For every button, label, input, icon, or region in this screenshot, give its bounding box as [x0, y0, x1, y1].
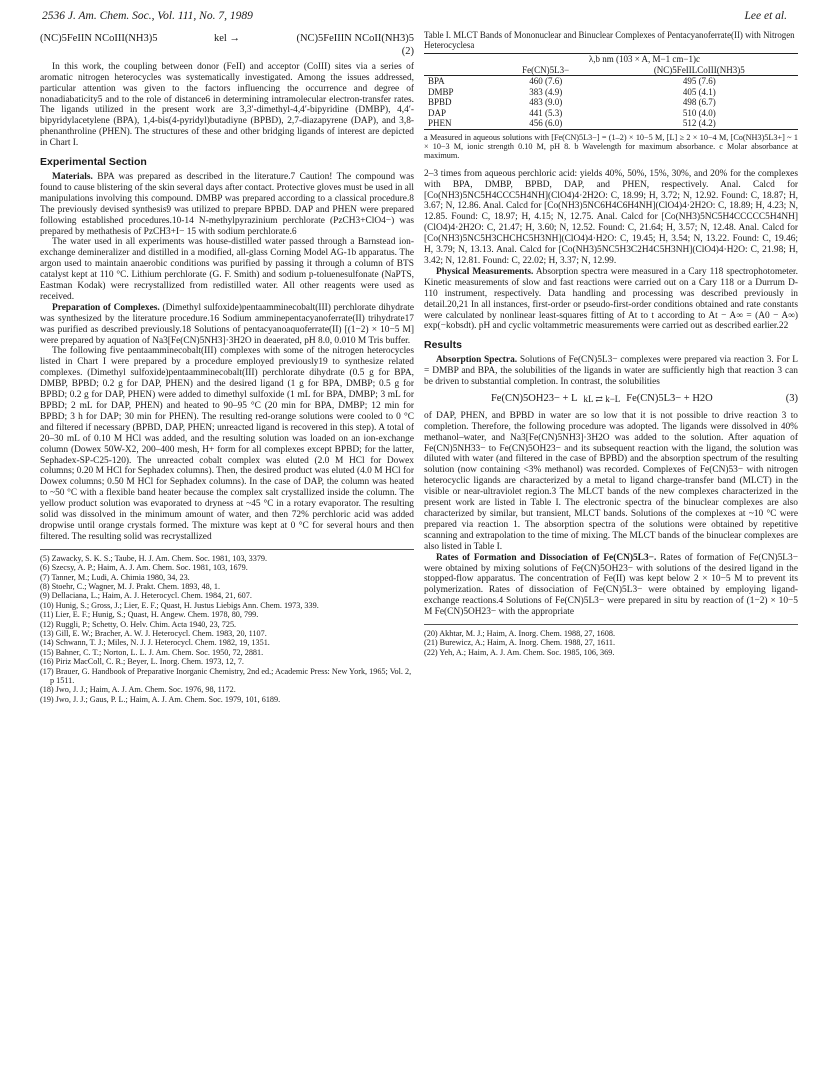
table-ligand-header: [424, 65, 491, 76]
experimental-section-title: Experimental Section: [40, 156, 147, 169]
table-cell-bi: 510 (4.0): [682, 107, 716, 118]
reference-item: (20) Akhtar, M. J.; Haim, A. Inorg. Chem. 1988, 27, 1608.: [424, 629, 616, 639]
table-cell-ligand: BPBD: [428, 97, 452, 107]
reference-item: (9) Dellaciana, L.; Haim, A. J. Heterocycl. Chem. 1984, 21, 607.: [40, 591, 252, 601]
reference-item: (10) Hunig, S.; Gross, J.; Lier, E. F.; Quast, H. Justus Liebigs Ann. Chem. 1973, 339.: [40, 600, 319, 610]
reference-item: (17) Brauer, G. Handbook of Preparative Inorganic Chemistry, 2nd ed.; Academic Press: New York, 1965; Vol. 2, p 1511.: [40, 666, 412, 686]
preparation-text: (Dimethyl sulfoxide)pentaamminecobalt(III) perchlorate dihydrate was synthesized by the literature procedure.16 Sodium amminepentacyanoferrate(II) trihydrate17 was purified as described previously.18 Solutions of pentacyanoaquoferrate(II) [(1−2) × 10−5 M] were prepared by aquation of Na3[Fe(CN)5NH3]·3H2O in deaerated, pH 8.0, 0.010 M Tris buffer.: [40, 302, 415, 346]
procedure-paragraph: The following five pentaamminecobalt(III) complexes with some of the nitrogen heterocycles listed in Chart I were prepared by a procedure employed previously19 to synthesize related complexes. (Dimethyl sulfoxide)pentaamminecobalt(III) perchlorate dihydrate (0.5 g for BPA, DMBP, BPBD; 0.2 g for DAP, PHEN) and the desired ligand (1 g for BPA, DMBP; 0.5 g for BPBD; 0.2 g for DAP, PHEN) were added to dimethyl sulfoxide (1 mL for BPA, DMBP; 3 mL for BPBD; 2 mL for DAP, PHEN) and heated to 90–95 °C (20 min for BPA, DMBP; 12 min for BPBD; 3 h for DAP; 30 min for PHEN). The resulting red-orange solutions were cooled to 0 °C and filtered if necessary (BPBD, DAP, PHEN; unreacted ligand is recovered in this step). A total of 20–30 mL of 0.10 M HCl was added, and the resulting solution was loaded on an ion-exchange column (Dowex 50W-X2, 200–400 mesh, H+ form for all complexes except BPBD; for the latter, Sephadex-SP-C25-120). The unreacted cobalt complex was eluted (2.0 M HCl for Dowex columns; 0.20 M HCl for Sephadex columns). Then, the desired product was eluted (4.0 M HCl for Dowex columns; 0.50 M HCl for Sephadex columns). In the case of DAP, the column was heated to ~50 °C with a flexible band heater because the complex salt crystallized inside the column. The yellow product solution was evaporated to dryness at ~45 °C in a rotary evaporator. The resulting solid was dissolved in the minimum amount of water, and then 72% perchloric acid was added dropwise until orange crystals formed. The mixture was kept at 0 °C for several hours and then filtered. The resulting solid was recrystallized: [40, 346, 414, 542]
materials-paragraph: [40, 172, 414, 237]
absorption-text: Solutions of Fe(CN)5L3− complexes were prepared via reaction 3. For L = DMBP and BPA, the solubilities of the ligands in water are sufficiently high that reaction 3 can be driven to substantial completion. In contrast, the solubilities: [424, 355, 798, 388]
reference-item: (12) Ruggli, P.; Schetty, O. Helv. Chim. Acta 1940, 23, 725.: [40, 619, 237, 629]
table-row: [424, 118, 798, 129]
rates-paragraph: [424, 553, 798, 618]
table-cell-bi: 495 (7.6): [682, 76, 716, 86]
table-cell-bi: 498 (6.7): [682, 97, 716, 107]
table-cell-mono: 483 (9.0): [529, 97, 563, 107]
table-footnote: a Measured in aqueous solutions with [Fe(CN)5L3−] = (1–2) × 10−5 M, [L] ≥ 2 × 10−4 M, [Co(NH3)5L3+] ~ 1 × 10−3 M, ionic strength 0.10 M, pH 8. b Wavelength for maximum absorbance. c Molar absorbance at maximum.: [424, 132, 798, 161]
footnote-references-right: [424, 624, 798, 657]
table-cell-ligand: DMBP: [428, 86, 454, 97]
equation-3-left: Fe(CN)5OH23− + L: [490, 392, 578, 404]
reference-item: (22) Yeh, A.; Haim, A. J. Am. Chem. Soc. 1985, 106, 369.: [424, 647, 615, 657]
table-cell-ligand: BPA: [428, 76, 445, 86]
equation-3-number: (3): [785, 392, 798, 404]
table-row: [424, 87, 798, 98]
reference-item: (8) Stoehr, C.; Wagner, M. J. Prakt. Chem. 1893, 48, 1.: [40, 582, 221, 591]
physical-measurements-paragraph: [424, 267, 798, 332]
table-col-bi: (NC)5FeIILCoIII(NH3)5: [653, 64, 745, 75]
equation-3-right: Fe(CN)5L3− + H2O: [626, 392, 713, 404]
preparation-lead: Preparation of Complexes.: [52, 302, 160, 313]
equation-3: [424, 394, 798, 405]
running-header-right: Lee et al.: [744, 10, 787, 22]
table-cell-mono: 460 (7.6): [529, 76, 563, 86]
table-cell-ligand: PHEN: [428, 118, 452, 128]
table-row: [424, 108, 798, 119]
water-paragraph: The water used in all experiments was house-distilled water passed through a Barnstead ion-exchange demineralizer and distilled in a modified, all-glass Corning Model AG-1b apparatus. The argon used to maintain anaerobic conditions was purified by passing it through a column of BTS catalyst kept at 110 °C. Lithium perchlorate (G. F. Smith) and sodium p-toluenesulfonate (NaPTS, Eastman Kodak) were recrystallized from redistilled water. All other reagents were used as received.: [40, 237, 414, 302]
physical-lead: Physical Measurements.: [436, 266, 534, 277]
reference-item: (13) Gill, E. W.; Bracher, A. W. J. Heterocycl. Chem. 1983, 20, 1107.: [40, 629, 267, 639]
equation-2-arrow: kel →: [214, 33, 240, 44]
rates-text: Rates of formation of Fe(CN)5L3− were obtained by mixing solutions of Fe(CN)5OH23− with solutions of the desired ligand in the stopped-flow apparatus. The concentration of Fe(II) was kept below 2 × 10−5 M to prevent its polymerization. Rates of dissociation of Fe(CN)5L3− were obtained by employing ligand-exchange reactions.4 Solutions of Fe(CN)5L3− were prepared in situ by reaction of (1−2) × 10−5 M Fe(CN)5OH23− with the appropriate: [424, 552, 798, 618]
reference-item: (19) Jwo, J. J.; Gaus, P. L.; Haim, A. J. Am. Chem. Soc. 1979, 101, 6189.: [40, 694, 281, 704]
table-row: [424, 76, 798, 87]
right-column: [424, 30, 798, 657]
results-section-title: Results: [424, 339, 462, 352]
intro-paragraph: In this work, the coupling between donor (FeII) and acceptor (CoIII) sites via a series of aromatic nitrogen heterocycles was systematically investigated. Among the issues addressed, particular attention was given to the factors influencing the occurrence and degree of nonadiabaticity5 and to the role of distance6 in determining intramolecular electron-transfer rates. The ligands utilized in the present work are 3,3′-dimethyl-4,4′-bipyridine (DMBP), 4,4′-bipyridylacetylene (BPA), 1,4-bis(4-pyridyl)butadiyne (BPBD), 2,7-diazapyrene (DAP), and 3,8-phenanthroline (PHEN). The structures of these and other bridging ligands of interest are depicted in Chart I.: [40, 61, 414, 149]
equation-2-right: (NC)5FeIIIN NCoII(NH3)5: [296, 33, 414, 44]
absorption-paragraph: [424, 355, 798, 388]
yields-paragraph: 2–3 times from aqueous perchloric acid: yields 40%, 50%, 15%, 30%, and 20% for the complexes with BPA, DMBP, BPBD, DAP, and PHEN, respectively. Anal. Calcd for [Co(NH3)5NC5H4CCC5H4NH](ClO4)4·2H2O: C, 18.99; H, 3.72; N, 12.92. Found: C, 18.87; H, 3.67; N, 12.86. Anal. Calcd for [Co(NH3)5NC6H4C6H4NH](ClO4)4·2H2O: C, 18.89; H, 4.23; N, 12.85. Found: C, 18.97; H, 4.15; N, 12.75. Anal. Calcd for [Co(NH3)5NC5H4CCCCC5H4NH](ClO4)4·2H2O: C, 21.47; H, 3.60; N, 12.52. Found: C, 21.64; H, 3.57; N, 12.48. Anal. Calcd for [Co(NH3)5NC5H3CHCHC5H3NH](ClO4)4·H2O: C, 19.45; H, 3.54; N, 13.22. Found: C, 19.46; H, 3.79; N, 13.13. Anal. Calcd for [Co(NH3)5NC5H3C2H4C5H3NH](ClO4)4·H2O: C, 21.98; H, 3.42; N, 12.81. Found: C, 22.02; H, 3.37; N, 12.99.: [424, 168, 798, 266]
after-equation-paragraph: of DAP, PHEN, and BPBD in water are so low that it is not possible to drive reaction 3 to completion. Therefore, the following procedure was adopted. The ligands were dissolved in 40% methanol–water, and Na3[Fe(CN)5NH3]·3H2O was added to the solution. After aquation of Fe(CN)5NH33− to Fe(CN)5OH23− and its subsequent reaction with the ligand, the solution was diluted with water (and filtered in the case of BPBD) and the absorption spectrum of the resulting solution (now containing <3% methanol) was recorded. Complexes of Fe(CN)53− with nitrogen heterocyclic ligands are characterized by a metal to ligand charge-transfer band (MLCT) in the visible or near-ultraviolet region.3 The MLCT bands of the new complexes characterized in the present work are listed in Table I. The electronic spectra of the binuclear complexes are also characterized by similar, but transient, MLCT bands. Solutions of the complexes at ~10 °C were prepared via reaction 1. The absorption spectra of the solutions were obtained by repetitive scanning and extrapolation to the time of mixing. The MLCT bands of the binuclear complexes are also listed in Table I.: [424, 410, 798, 552]
rates-lead: Rates of Formation and Dissociation of Fe(CN)5L3−.: [436, 552, 657, 563]
table-cell-mono: 383 (4.9): [529, 86, 563, 97]
equation-2-left: (NC)5FeIIN NCoIII(NH3)5: [40, 33, 158, 44]
equation-2-number: (2): [401, 45, 414, 57]
reference-item: (15) Bahner, C. T.; Norton, L. L. J. Am. Chem. Soc. 1950, 72, 2881.: [40, 647, 264, 657]
reference-item: (16) Piriz MacColl, C. R.; Beyer, L. Inorg. Chem. 1973, 12, 7.: [40, 657, 244, 667]
equation-3-arrow: kL ⇄ k−L: [583, 393, 621, 404]
equation-2: [40, 34, 414, 45]
table-caption: Table I. MLCT Bands of Mononuclear and Binuclear Complexes of Pentacyanoferrate(II) with Nitrogen Heterocyclesa: [424, 30, 795, 50]
table-cell-bi: 405 (4.1): [682, 86, 716, 97]
footnote-references-left: [40, 549, 414, 705]
table-cell-mono: 441 (5.3): [529, 107, 563, 118]
table-unit-header: λ,b nm (103 × A, M−1 cm−1)c: [588, 54, 700, 64]
reference-item: (14) Schwann, T. J.; Miles, N. J. J. Heterocycl. Chem. 1982, 19, 1351.: [40, 638, 270, 648]
table-cell-bi: 512 (4.2): [682, 118, 716, 128]
table-col-mono: Fe(CN)5L3−: [522, 64, 570, 75]
table-body: [424, 76, 798, 130]
reference-item: (6) Szecsy, A. P.; Haim, A. J. Am. Chem. Soc. 1981, 103, 1679.: [40, 563, 248, 573]
materials-text: BPA was prepared as described in the literature.7 Caution! The compound was found to cause blistering of the skin several days after contact. Protective gloves must be used in all manipulations involving this compound. DMBP was prepared according to a classical procedure.8 The previously devised synthesis9 was utilized to prepare BPBD. DAP and PHEN were prepared following established procedures.10-14 N-methylpyrazinium perchlorate (PzCH3+ClO4−) was prepared by methathesis of PzCH3+I− 15 with sodium perchlorate.6: [40, 171, 414, 237]
table-cell-mono: 456 (6.0): [529, 118, 563, 128]
preparation-paragraph: [40, 303, 414, 347]
table-blank-header: [424, 54, 491, 65]
reference-item: (18) Jwo, J. J.; Haim, A. J. Am. Chem. Soc. 1976, 98, 1172.: [40, 685, 236, 695]
table-row: [424, 97, 798, 108]
reference-item: (5) Zawacky, S. K. S.; Taube, H. J. Am. Chem. Soc. 1981, 103, 3379.: [40, 553, 268, 563]
reference-item: (11) Lier, E. F.; Hunig, S.; Quast, H. Angew. Chem. 1978, 80, 799.: [40, 610, 259, 620]
absorption-lead: Absorption Spectra.: [436, 355, 518, 366]
reference-item: (7) Tanner, M.; Ludi, A. Chimia 1980, 34, 23.: [40, 572, 190, 582]
physical-text: Absorption spectra were measured in a Cary 118 spectrophotometer. Kinetic measurements of slow and fast reactions were carried out on a Cary 118 or a Durrum D-110 instrument, respectively. Data handling and processing was described previously in detail.20,21 In all instances, first-order or pseudo-first-order conditions obtained and rate constants were calculated by nonlinear least-squares fitting of At to t according to At − A∞ = (A0 − A∞) exp(−kobsdt). pH and cyclic voltammetric measurements were carried out as described earlier.22: [424, 266, 798, 332]
running-header-left: 2536 J. Am. Chem. Soc., Vol. 111, No. 7, 1989: [42, 10, 253, 22]
table-cell-ligand: DAP: [428, 107, 447, 118]
reference-item: (21) Burewicz, A.; Haim, A. Inorg. Chem. 1988, 27, 1611.: [424, 638, 616, 648]
materials-lead: Materials.: [52, 171, 93, 182]
left-column: [40, 30, 414, 704]
mlct-table: [424, 53, 798, 130]
